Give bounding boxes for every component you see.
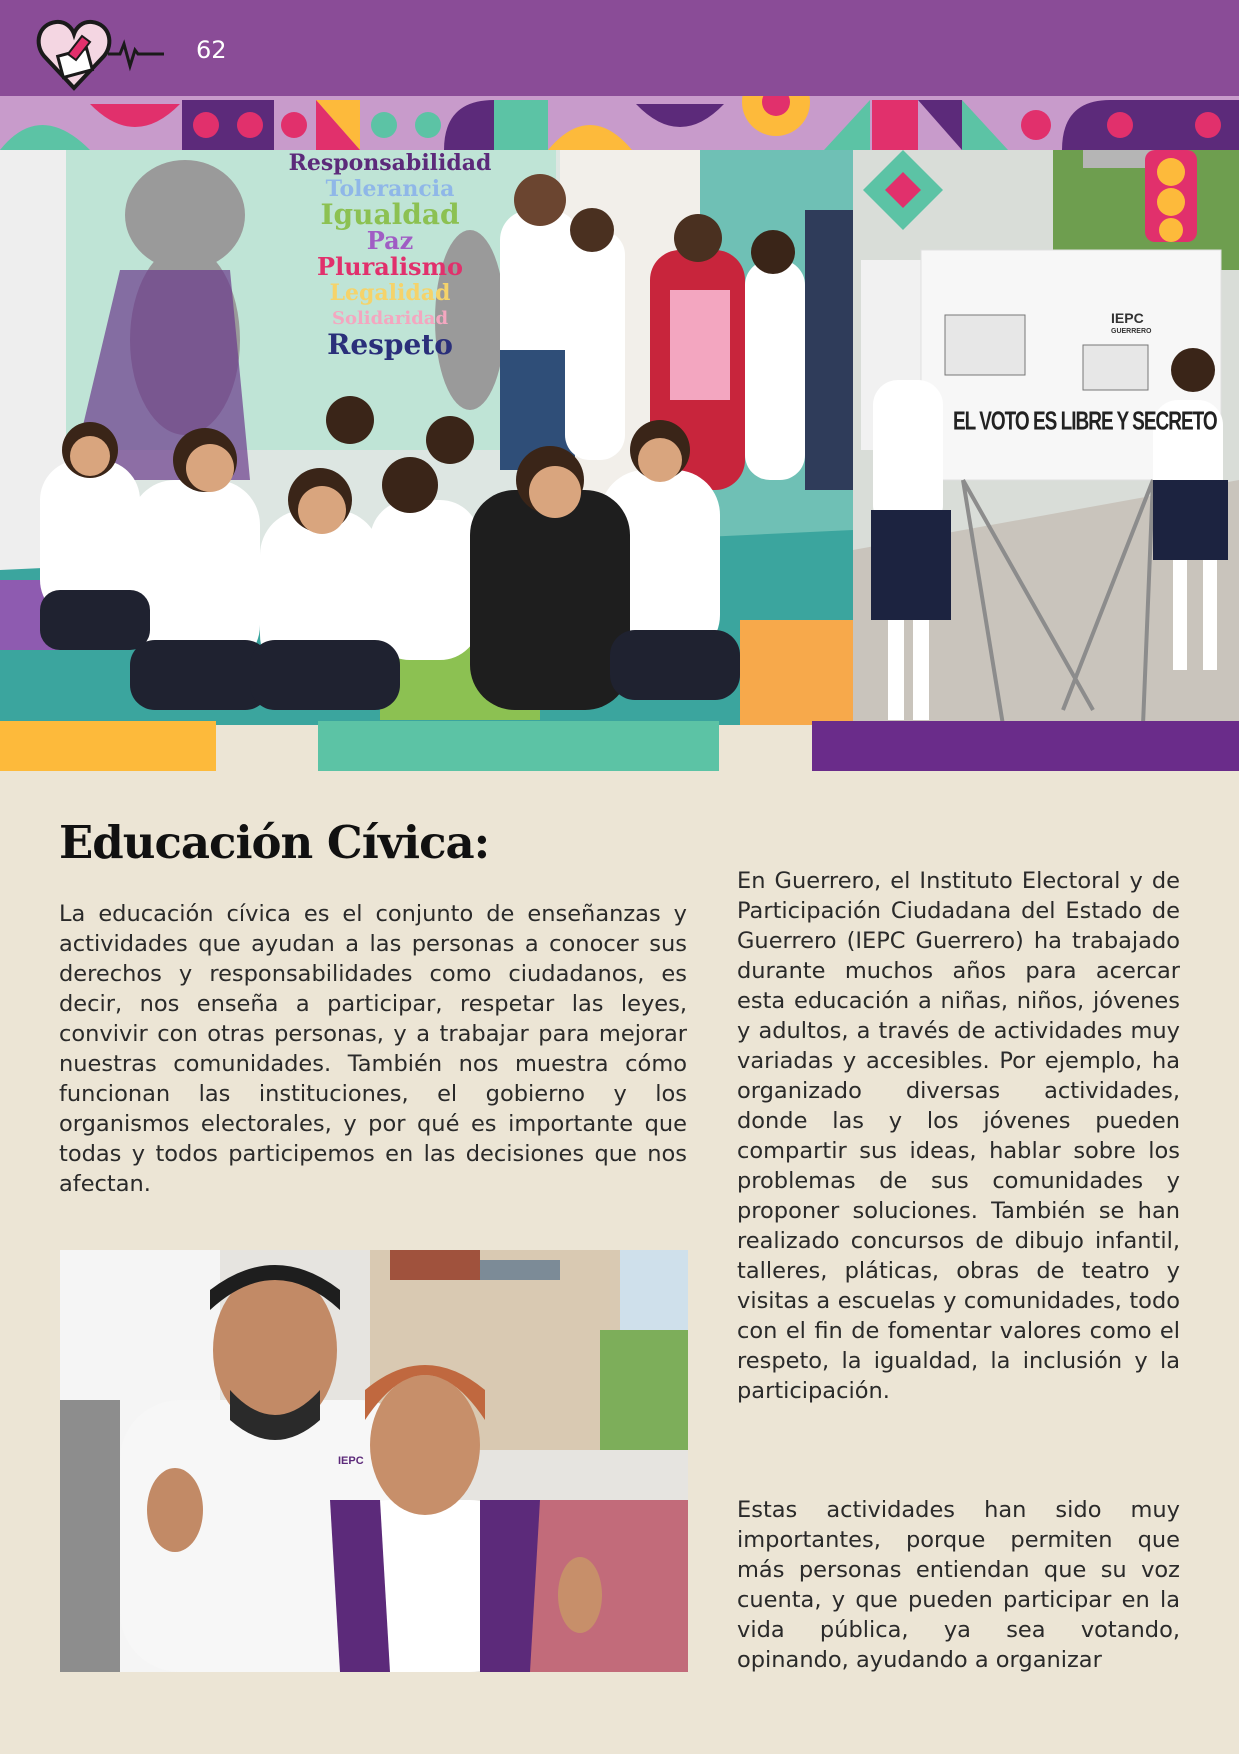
two-people-thumbs-up-photo — [60, 1250, 688, 1672]
mural-word: Pluralismo — [317, 252, 463, 281]
heart-ballot-icon — [34, 14, 194, 94]
classroom-photo — [0, 150, 853, 725]
mural-word: Paz — [366, 226, 414, 255]
voting-booth-photo — [853, 150, 1239, 725]
booth-sign-text: EL VOTO ES LIBRE Y SECRETO — [953, 408, 1217, 437]
mural-word: Respeto — [327, 328, 453, 361]
booth-logo-subtitle: GUERRERO — [1111, 328, 1152, 335]
paragraph-right-2: Estas actividades han sido muy importantes, porque permiten que más personas entiendan que su voz cuenta, y que pueden participar en la vida pública, ya sea votando, opinando, ayudando a organizar — [737, 1497, 1180, 1673]
shirt-logo: IEPC — [338, 1455, 364, 1467]
mural-word: Legalidad — [329, 280, 451, 306]
decorative-pattern — [0, 96, 1239, 150]
purple-block — [812, 721, 1239, 771]
yellow-block — [0, 721, 216, 771]
paragraph-left: La educación cívica es el conjunto de enseñanzas y actividades que ayudan a las personas a conocer sus derechos y responsabilidades como ciudadanos, es decir, nos enseña a participar, respetar las leyes, convivir con otras personas, y a trabajar para mejorar nuestras comunidades. También nos muestra cómo funcionan las instituciones, el gobierno y los organismos electorales, y por qué es importante que todas y todos participemos en las decisiones que nos afectan. — [59, 901, 687, 1197]
booth-logo: IEPC — [1111, 310, 1144, 326]
section-title: Educación Cívica: — [59, 816, 490, 869]
mural-word: Responsabilidad — [288, 150, 492, 176]
teal-block — [318, 721, 719, 771]
mural-word: Igualdad — [320, 198, 460, 231]
mural-word: Solidaridad — [331, 308, 449, 329]
mural-words — [270, 150, 510, 361]
paragraph-right-1: En Guerrero, el Instituto Electoral y de Participación Ciudadana del Estado de Guerrero (IEPC Guerrero) ha trabajado durante muchos años para acercar esta educación a niñas, niños, jóvenes y adultos, a través de actividades muy variadas y accesibles. Por ejemplo, ha organizado diversas actividades, donde las y los jóvenes pueden compartir sus ideas, hablar sobre los problemas de sus comunidades y proponer soluciones. También se han realizado concursos de dibujo infantil, talleres, pláticas, obras de teatro y visitas a escuelas y comunidades, todo con el fin de fomentar valores como el respeto, la igualdad, la inclusión y la participación. — [737, 868, 1180, 1404]
mural-word: Tolerancia — [325, 176, 455, 202]
page-number: 62 — [196, 36, 227, 64]
